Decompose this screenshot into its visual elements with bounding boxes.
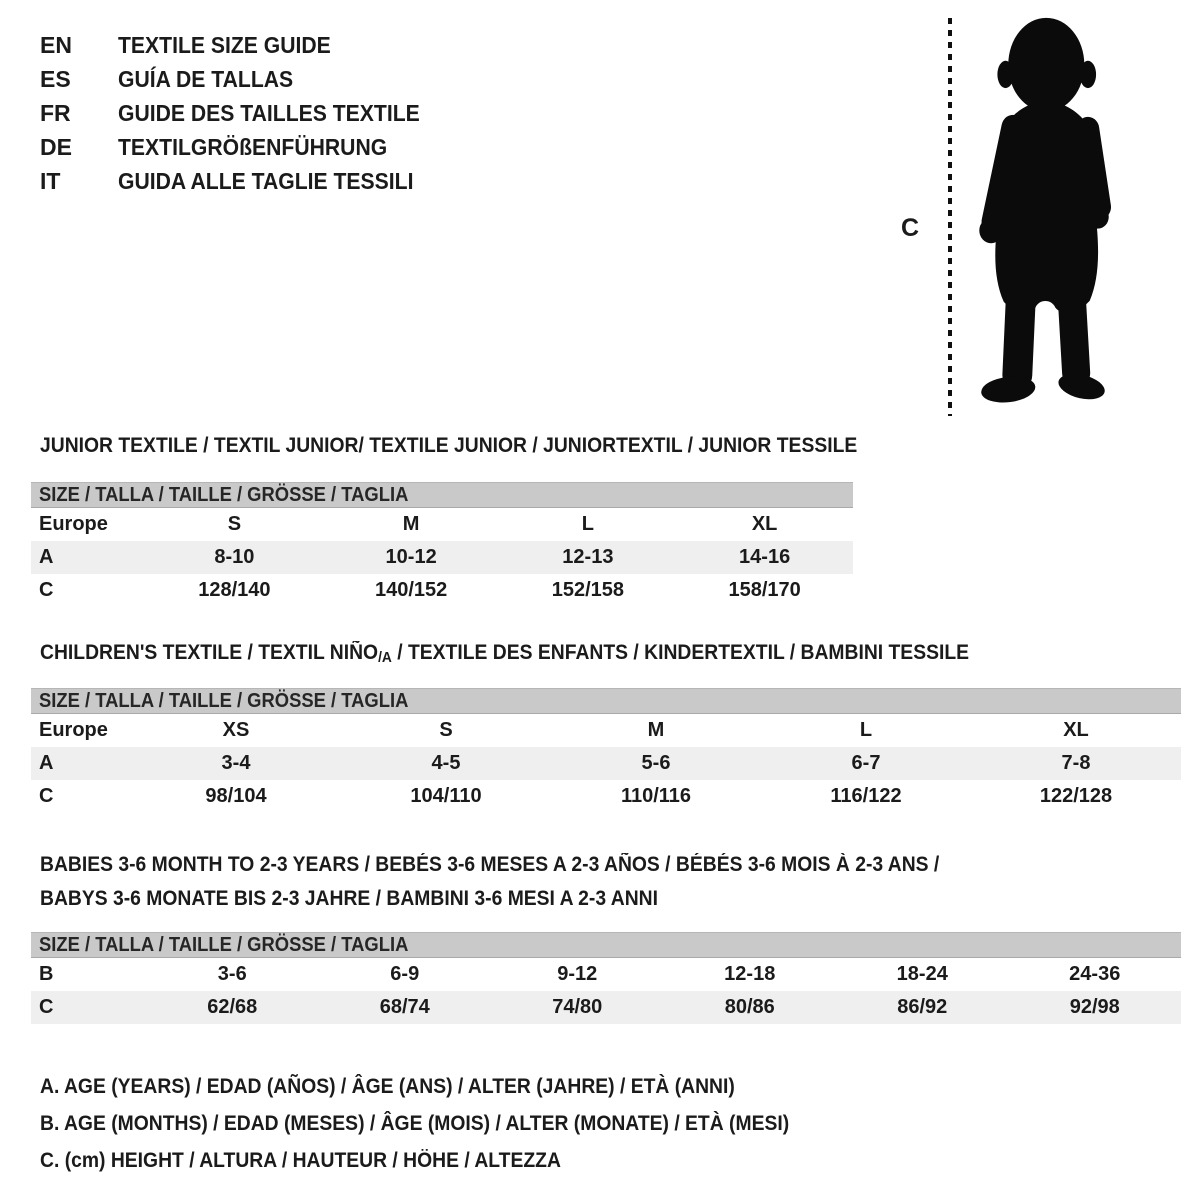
row-label: C	[39, 996, 54, 1018]
height-dotted-line	[948, 18, 952, 416]
babies-heading-line1: BABIES 3-6 MONTH TO 2-3 YEARS / BEBÉS 3-6 MESES A 2-3 AÑOS / BÉBÉS 3-6 MOIS À 2-3 ANS /	[40, 853, 940, 876]
guide-title-fr: GUIDE DES TAILLES TEXTILE	[118, 99, 420, 126]
guide-title-en: TEXTILE SIZE GUIDE	[118, 31, 331, 58]
height-cell: 128/140	[198, 579, 271, 601]
legend-line-a: A. AGE (YEARS) / EDAD (AÑOS) / ÂGE (ANS) / ALTER (JAHRE) / ETÀ (ANNI)	[40, 1074, 735, 1098]
language-row-it	[40, 164, 446, 198]
height-cell: 116/122	[830, 785, 902, 807]
measurement-legend	[40, 1068, 854, 1179]
height-cell: 110/116	[620, 785, 692, 807]
guide-title-de: TEXTILGRÖßENFÜHRUNG	[118, 133, 388, 160]
children-size-table	[31, 688, 1181, 813]
language-title-list	[40, 28, 446, 198]
size-cell: XL	[1063, 719, 1089, 741]
age-cell: 5-6	[641, 752, 671, 774]
junior-size-table	[31, 482, 853, 607]
age-cell: 8-10	[214, 546, 255, 568]
size-cell: XL	[751, 513, 778, 535]
height-cell: 158/170	[728, 579, 801, 601]
size-cell: S	[227, 513, 242, 535]
size-header-bar	[31, 932, 1181, 958]
months-cell: 12-18	[724, 963, 776, 985]
row-label: A	[39, 752, 54, 774]
table-row-age	[31, 747, 1181, 780]
row-label: C	[39, 785, 54, 807]
height-cell: 86/92	[897, 996, 948, 1018]
babies-heading-line2: BABYS 3-6 MONATE BIS 2-3 JAHRE / BAMBINI 3-6 MESI A 2-3 ANNI	[40, 887, 658, 910]
junior-section-heading	[40, 434, 928, 458]
language-row-fr	[40, 96, 446, 130]
language-code: EN	[40, 31, 72, 58]
height-cell: 80/86	[724, 996, 775, 1018]
height-cell: 122/128	[1039, 785, 1113, 807]
children-section-heading	[40, 641, 1050, 665]
size-cell: M	[402, 513, 420, 535]
legend-line-b: B. AGE (MONTHS) / EDAD (MESES) / ÂGE (MOIS) / ALTER (MONATE) / ETÀ (MESI)	[40, 1111, 790, 1135]
table-row-europe	[31, 714, 1181, 747]
months-cell: 3-6	[217, 963, 247, 985]
guide-title-it: GUIDA ALLE TAGLIE TESSILI	[118, 167, 414, 194]
language-code: IT	[40, 167, 61, 194]
language-code: ES	[40, 65, 71, 92]
guide-title-es: GUÍA DE TALLAS	[118, 65, 294, 92]
size-header-label: SIZE / TALLA / TAILLE / GRÖSSE / TAGLIA	[39, 483, 409, 506]
height-cell: 92/98	[1069, 996, 1120, 1018]
age-cell: 7-8	[1061, 752, 1091, 774]
age-cell: 6-7	[851, 752, 881, 774]
age-cell: 4-5	[431, 752, 461, 774]
height-cell: 74/80	[552, 996, 603, 1018]
row-label: B	[39, 963, 54, 985]
toddler-silhouette-icon	[963, 12, 1135, 412]
legend-line-c: C. (cm) HEIGHT / ALTURA / HAUTEUR / HÖHE / ALTEZZA	[40, 1148, 561, 1172]
row-label: Europe	[39, 513, 108, 535]
table-row-months	[31, 958, 1181, 991]
table-row-height	[31, 780, 1181, 813]
babies-section-heading	[40, 848, 1018, 916]
age-cell: 10-12	[385, 546, 437, 568]
height-cell: 140/152	[374, 579, 448, 601]
language-row-es	[40, 62, 446, 96]
height-cell: 152/158	[551, 579, 625, 601]
age-cell: 14-16	[739, 546, 791, 568]
size-header-label: SIZE / TALLA / TAILLE / GRÖSSE / TAGLIA	[39, 933, 409, 956]
height-cell: 104/110	[410, 785, 482, 807]
months-cell: 18-24	[896, 963, 948, 985]
size-header-label: SIZE / TALLA / TAILLE / GRÖSSE / TAGLIA	[39, 689, 409, 712]
age-cell: 12-13	[562, 546, 614, 568]
months-cell: 9-12	[557, 963, 598, 985]
language-code: DE	[40, 133, 72, 160]
height-measure-label: C	[901, 214, 920, 242]
table-row-height	[31, 991, 1181, 1024]
babies-size-table	[31, 932, 1181, 1024]
table-row-age	[31, 541, 853, 574]
size-cell: L	[581, 513, 594, 535]
junior-heading-text: JUNIOR TEXTILE / TEXTIL JUNIOR/ TEXTILE JUNIOR / JUNIORTEXTIL / JUNIOR TESSILE	[40, 434, 858, 457]
language-row-en	[40, 28, 446, 62]
size-cell: S	[439, 719, 453, 741]
language-row-de	[40, 130, 446, 164]
language-code: FR	[40, 99, 71, 126]
table-row-europe	[31, 508, 853, 541]
nino-a-subscript: /A	[378, 649, 392, 666]
height-cell: 68/74	[379, 996, 430, 1018]
row-label: C	[39, 579, 54, 601]
size-cell: L	[859, 719, 873, 741]
months-cell: 24-36	[1069, 963, 1121, 985]
row-label: Europe	[39, 719, 108, 741]
size-cell: XS	[222, 719, 250, 741]
row-label: A	[39, 546, 54, 568]
months-cell: 6-9	[390, 963, 420, 985]
size-cell: M	[647, 719, 665, 741]
table-row-height	[31, 574, 853, 607]
children-heading-text: CHILDREN'S TEXTILE / TEXTIL NIÑO/A / TEXTILE DES ENFANTS / KINDERTEXTIL / BAMBINI TESSILE	[40, 641, 970, 666]
age-cell: 3-4	[221, 752, 251, 774]
height-cell: 62/68	[207, 996, 258, 1018]
size-header-bar	[31, 482, 853, 508]
size-header-bar	[31, 688, 1181, 714]
height-cell: 98/104	[205, 785, 267, 807]
